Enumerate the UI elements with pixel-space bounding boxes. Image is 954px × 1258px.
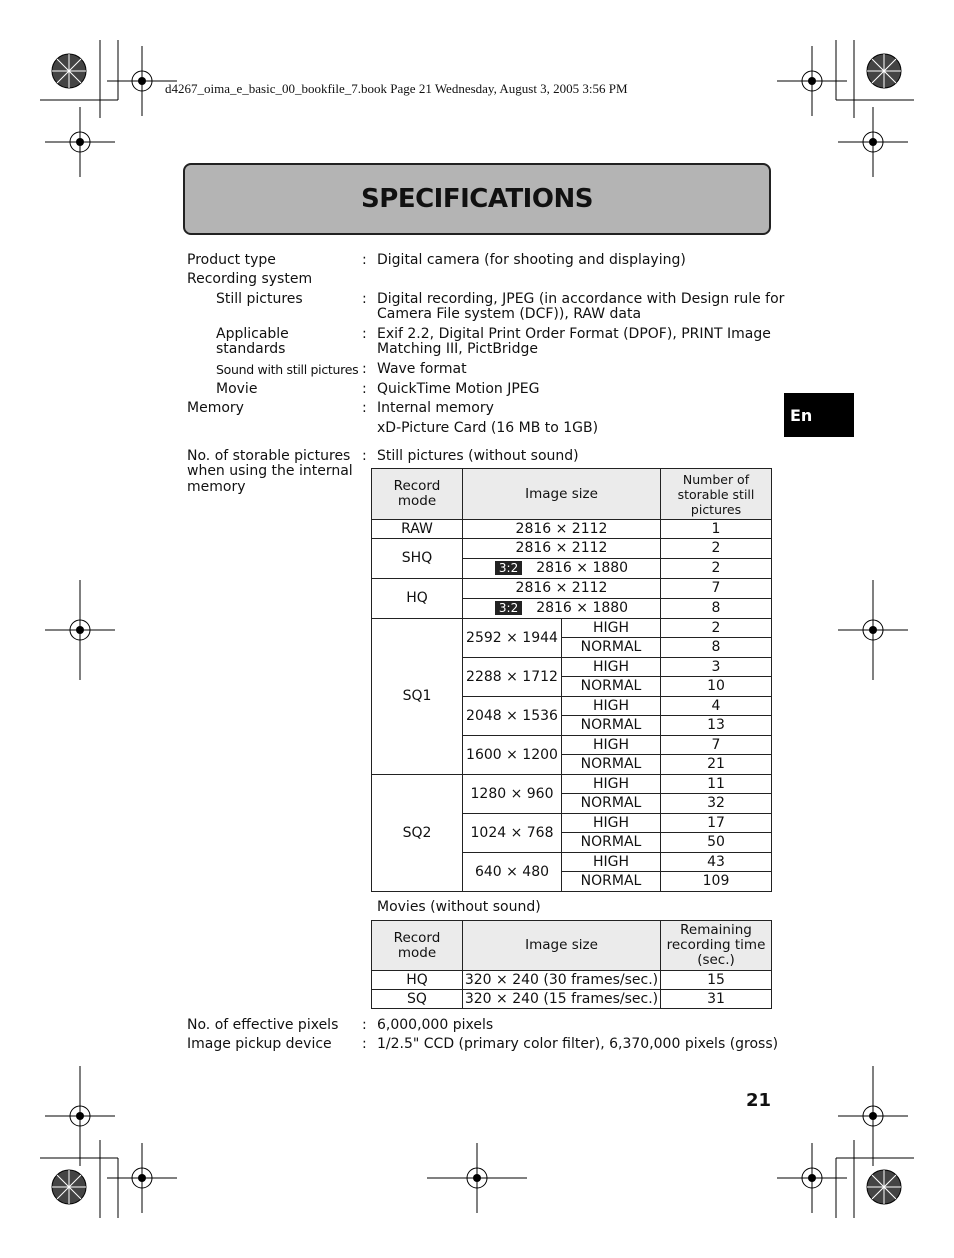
ratio-badge: 3:2	[495, 601, 522, 615]
header-record-mode: Record mode	[372, 921, 463, 971]
mode-cell: RAW	[372, 520, 463, 539]
count-cell: 2	[661, 619, 772, 638]
mode-cell: HQ	[372, 579, 463, 619]
crosshair-icon	[45, 1066, 115, 1166]
size-cell: 640 × 480	[463, 853, 562, 892]
quality-cell: HIGH	[562, 619, 661, 638]
size-cell: 2816 × 2112	[463, 520, 661, 539]
crosshair-icon	[45, 580, 115, 680]
size-cell: 1600 × 1200	[463, 736, 562, 775]
spec-label-effective-pixels: No. of effective pixels	[187, 1017, 339, 1033]
size-cell: 320 × 240 (15 frames/sec.)	[463, 990, 661, 1009]
crosshair-icon	[777, 1143, 847, 1213]
mode-cell: SQ	[372, 990, 463, 1009]
spec-colon: :	[362, 400, 367, 416]
size-cell: 1280 × 960	[463, 775, 562, 814]
count-cell: 50	[661, 833, 772, 853]
quality-cell: NORMAL	[562, 794, 661, 814]
crosshair-icon	[777, 46, 847, 116]
movies-caption: Movies (without sound)	[377, 899, 541, 915]
movie-table	[371, 920, 772, 1009]
count-cell: 17	[661, 814, 772, 833]
mode-cell: SQ1	[372, 619, 463, 775]
size-cell: 2816 × 2112	[463, 579, 661, 599]
size-cell: 1024 × 768	[463, 814, 562, 853]
spec-label-memory: Memory	[187, 400, 244, 416]
quality-cell: HIGH	[562, 853, 661, 872]
size-cell: 2288 × 1712	[463, 658, 562, 697]
spec-label-recording-system: Recording system	[187, 271, 313, 287]
quality-cell: HIGH	[562, 658, 661, 677]
spec-value-pickup-device: 1/2.5" CCD (primary color filter), 6,370,000 pixels (gross)	[377, 1036, 779, 1052]
spec-label-storable-3: memory	[187, 479, 246, 495]
size-cell: 2048 × 1536	[463, 697, 562, 736]
size-cell: 3:2 2816 × 1880	[463, 559, 661, 579]
size-cell: 3:2 2816 × 1880	[463, 599, 661, 619]
starburst-icon	[864, 51, 904, 91]
mode-cell: SQ2	[372, 775, 463, 892]
spec-label-movie: Movie	[216, 381, 258, 397]
count-cell: 109	[661, 872, 772, 892]
mode-cell: HQ	[372, 971, 463, 990]
quality-cell: HIGH	[562, 697, 661, 716]
quality-cell: NORMAL	[562, 638, 661, 658]
spec-label-storable-1: No. of storable pictures	[187, 448, 351, 464]
spec-colon: :	[362, 326, 367, 342]
quality-cell: NORMAL	[562, 872, 661, 892]
spec-colon: :	[362, 252, 367, 268]
spec-label-still-pictures: Still pictures	[216, 291, 303, 307]
spec-label-storable-2: when using the internal	[187, 463, 353, 479]
still-pictures-table	[371, 468, 772, 892]
book-file-info: d4267_oima_e_basic_00_bookfile_7.book Page 21 Wednesday, August 3, 2005 3:56 PM	[165, 81, 628, 96]
spec-value-storable: Still pictures (without sound)	[377, 448, 579, 464]
spec-value-still-pictures-1: Digital recording, JPEG (in accordance with Design rule for	[377, 291, 785, 307]
mode-cell: SHQ	[372, 539, 463, 579]
header-image-size: Image size	[463, 921, 661, 971]
spec-label-applicable-2: standards	[216, 341, 286, 357]
count-cell: 13	[661, 716, 772, 736]
crosshair-icon	[838, 1066, 908, 1166]
count-cell: 1	[661, 520, 772, 539]
language-tab: En	[784, 393, 854, 437]
spec-value-still-pictures-2: Camera File system (DCF)), RAW data	[377, 306, 642, 322]
spec-value-movie: QuickTime Motion JPEG	[377, 381, 540, 397]
time-cell: 31	[661, 990, 772, 1009]
crosshair-icon	[427, 1143, 527, 1213]
quality-cell: NORMAL	[562, 677, 661, 697]
count-cell: 7	[661, 579, 772, 599]
quality-cell: NORMAL	[562, 833, 661, 853]
header-storable-count: Number of storable still pictures	[661, 469, 772, 520]
count-cell: 3	[661, 658, 772, 677]
count-cell: 4	[661, 697, 772, 716]
crosshair-icon	[838, 107, 908, 177]
spec-value-applicable-2: Matching III, PictBridge	[377, 341, 538, 357]
starburst-icon	[49, 51, 89, 91]
count-cell: 21	[661, 755, 772, 775]
time-cell: 15	[661, 971, 772, 990]
count-cell: 43	[661, 853, 772, 872]
spec-label-pickup-device: Image pickup device	[187, 1036, 332, 1052]
spec-value-applicable-1: Exif 2.2, Digital Print Order Format (DPOF), PRINT Image	[377, 326, 771, 342]
quality-cell: NORMAL	[562, 716, 661, 736]
spec-colon: :	[362, 381, 367, 397]
count-cell: 8	[661, 638, 772, 658]
crosshair-icon	[838, 580, 908, 680]
ratio-badge: 3:2	[495, 561, 522, 575]
page-number: 21	[746, 1090, 772, 1111]
spec-colon: :	[362, 448, 367, 464]
spec-value-sound: Wave format	[377, 361, 467, 377]
starburst-icon	[864, 1167, 904, 1207]
quality-cell: NORMAL	[562, 755, 661, 775]
header-recording-time: Remaining recording time (sec.)	[661, 921, 772, 971]
spec-label-product-type: Product type	[187, 252, 276, 268]
size-cell: 2592 × 1944	[463, 619, 562, 658]
spec-colon: :	[362, 361, 367, 377]
count-cell: 32	[661, 794, 772, 814]
page-title: SPECIFICATIONS	[361, 184, 593, 214]
quality-cell: HIGH	[562, 814, 661, 833]
spec-colon: :	[362, 1036, 367, 1052]
crosshair-icon	[45, 107, 115, 177]
spec-value-memory-1: Internal memory	[377, 400, 494, 416]
crosshair-icon	[107, 1143, 177, 1213]
spec-value-effective-pixels: 6,000,000 pixels	[377, 1017, 494, 1033]
count-cell: 8	[661, 599, 772, 619]
starburst-icon	[49, 1167, 89, 1207]
quality-cell: HIGH	[562, 775, 661, 794]
header-image-size: Image size	[463, 469, 661, 520]
count-cell: 7	[661, 736, 772, 755]
spec-value-product-type: Digital camera (for shooting and displaying)	[377, 252, 686, 268]
header-record-mode: Record mode	[372, 469, 463, 520]
size-cell: 2816 × 2112	[463, 539, 661, 559]
title-banner	[183, 163, 771, 235]
spec-value-memory-2: xD-Picture Card (16 MB to 1GB)	[377, 420, 599, 436]
spec-label-sound: Sound with still pictures	[216, 362, 359, 377]
spec-label-applicable-1: Applicable	[216, 326, 289, 342]
count-cell: 2	[661, 539, 772, 559]
size-cell: 320 × 240 (30 frames/sec.)	[463, 971, 661, 990]
count-cell: 10	[661, 677, 772, 697]
quality-cell: HIGH	[562, 736, 661, 755]
count-cell: 11	[661, 775, 772, 794]
spec-colon: :	[362, 1017, 367, 1033]
spec-colon: :	[362, 291, 367, 307]
count-cell: 2	[661, 559, 772, 579]
